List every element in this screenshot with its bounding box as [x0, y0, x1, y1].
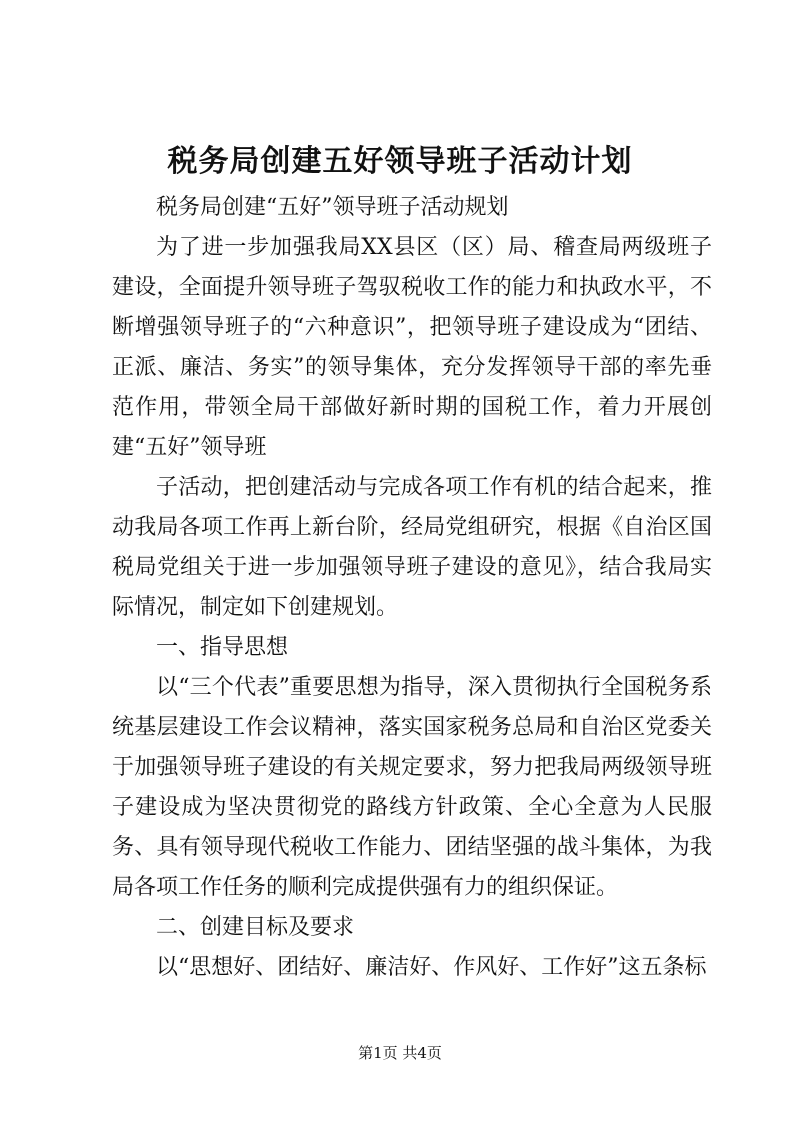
section-heading-guiding-ideology: 一、指导思想	[156, 635, 289, 660]
paragraph-goals: 以“思想好、团结好、廉洁好、作风好、工作好”这五条标	[156, 955, 707, 980]
document-title: 税务局创建五好领导班子活动计划	[167, 144, 633, 179]
page-footer: 第1页 共4页	[358, 1044, 442, 1062]
paragraph-intro: 为了进一步加强我局XX县区（区）局、稽查局两级班子建设，全面提升领导班子驾驭税收工作的能力和执政水平，不断增强领导班子的“六种意识”，把领导班子建设成为“团结、正派、廉洁、务实”的领导集体，充分发挥领导干部的率先垂范作用，带领全局干部做好新时期的国税工作，着力开展创建“五好”领导班	[112, 235, 712, 460]
paragraph-intro-continued: 子活动，把创建活动与完成各项工作有机的结合起来，推动我局各项工作再上新台阶，经局党组研究，根据《自治区国税局党组关于进一步加强领导班子建设的意见》，结合我局实际情况，制定如下创建规划。	[112, 475, 712, 620]
section-heading-goals-requirements: 二、创建目标及要求	[156, 915, 355, 940]
paragraph-subtitle: 税务局创建“五好”领导班子活动规划	[156, 195, 509, 220]
paragraph-guiding-ideology: 以“三个代表”重要思想为指导，深入贯彻执行全国税务系统基层建设工作会议精神，落实国家税务总局和自治区党委关于加强领导班子建设的有关规定要求，努力把我局两级领导班子建设成为坚决贯彻党的路线方针政策、全心全意为人民服务、具有领导现代税收工作能力、团结坚强的战斗集体，为我局各项工作任务的顺利完成提供强有力的组织保证。	[112, 675, 712, 900]
document-body	[112, 188, 712, 988]
